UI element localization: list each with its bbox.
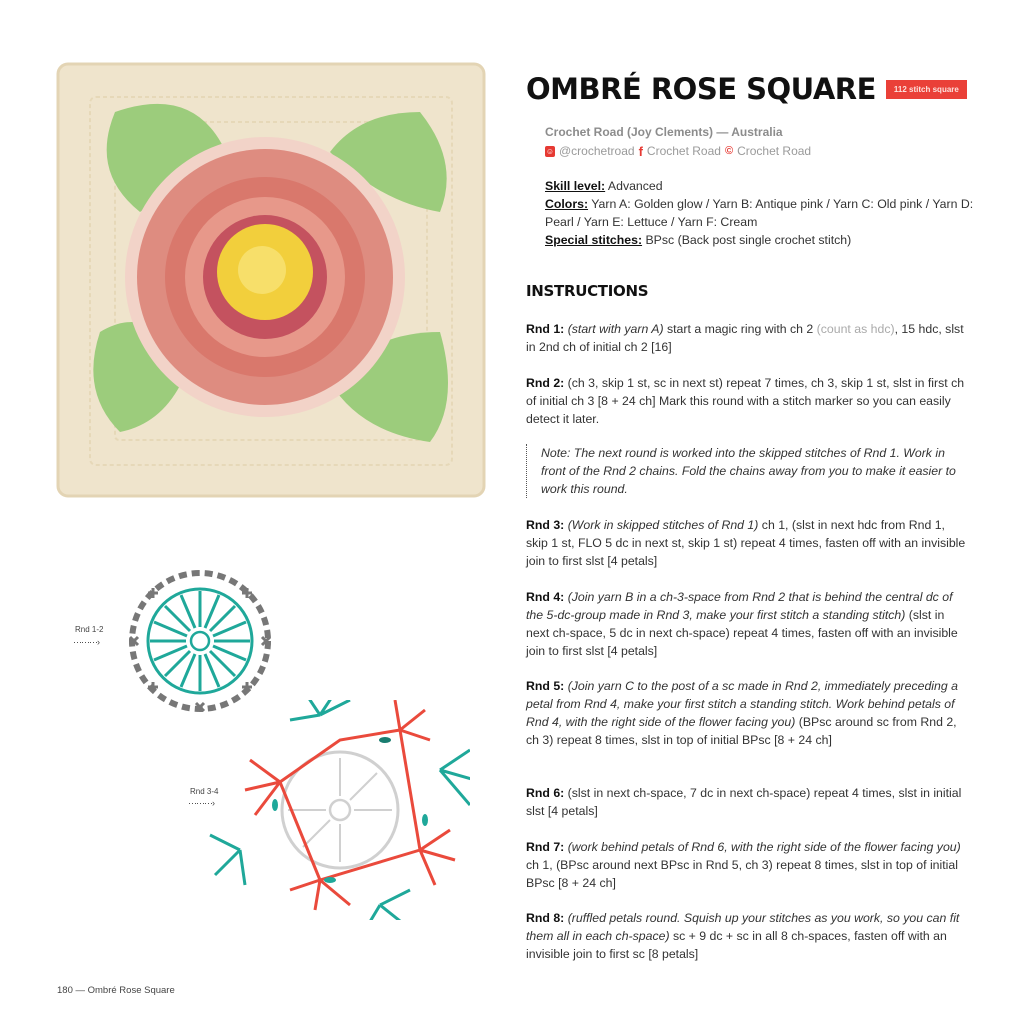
round-label: Rnd 6: [526, 786, 565, 800]
round-2 [526, 374, 966, 428]
round-label: Rnd 1: [526, 322, 565, 336]
round-3 [526, 516, 966, 570]
facebook-icon: f [638, 143, 643, 159]
pattern-meta [545, 177, 975, 249]
colors-value: Yarn A: Golden glow / Yarn B: Antique pink / Yarn C: Old pink / Yarn D: Pearl / Yarn E: Lettuce / Yarn F: Cream [545, 197, 974, 229]
stitch-count-badge: 112 stitch square [886, 80, 967, 99]
round-5 [526, 677, 966, 749]
note-box: Note: The next round is worked into the skipped stitches of Rnd 1. Work in front of the Rnd 2 chains. Fold the chains away from you to make it easier to work this round. [526, 444, 971, 498]
skill-value: Advanced [607, 179, 663, 193]
diagram-label-rnd-1-2: Rnd 1-2 [75, 625, 104, 634]
round-text: (slst in next ch-space, 5 dc in next ch-space) repeat 4 times, fasten off with an invisible join to first slst [4 petals] [526, 608, 958, 658]
round-italic: (Work in skipped stitches of Rnd 1) [567, 518, 759, 532]
round-text: (slst in next ch-space, 7 dc in next ch-space) repeat 4 times, slst in initial slst [4 petals] [526, 786, 962, 818]
ravelry-icon: © [724, 144, 734, 157]
round-italic: (Join yarn B in a ch-3-space from Rnd 2 that is behind the central dc of the 5-dc-group made in Rnd 3, make your first stitch a standing stitch) [526, 590, 953, 622]
round-italic: (start with yarn A) [567, 322, 664, 336]
round-6 [526, 784, 966, 820]
round-label: Rnd 7: [526, 840, 565, 854]
instagram-handle: @crochetroad [559, 144, 635, 158]
round-label: Rnd 2: [526, 376, 565, 390]
round-italic: (ruffled petals round. Squish up your stitches as you work, so you can fit them all in each ch-space) [526, 911, 960, 943]
instructions-heading: INSTRUCTIONS [526, 282, 649, 300]
round-text: ch 1, (slst in next hdc from Rnd 1, skip 1 st, FLO 5 dc in next st, skip 1 st) repeat 4 times, fasten off with an invisible join to first slst [4 petals] [526, 518, 966, 568]
special-stitches-label: Special stitches: [545, 233, 643, 247]
social-links [545, 144, 811, 158]
round-label: Rnd 4: [526, 590, 565, 604]
facebook-handle: Crochet Road [646, 144, 721, 158]
round-7 [526, 838, 966, 892]
round-text: (ch 3, skip 1 st, sc in next st) repeat 7 times, ch 3, skip 1 st, slst in first ch of initial ch 3 [8 + 24 ch] Mark this round with a stitch marker so you can easily detect it later. [526, 376, 965, 426]
round-text: (BPsc around sc from Rnd 2, ch 3) repeat 8 times, slst in top of initial BPsc [8 + 24 ch] [526, 715, 957, 747]
skill-label: Skill level: [545, 179, 606, 193]
arrow-icon: ⋯⋯⋯› [73, 637, 99, 647]
designer-credit: Crochet Road (Joy Clements) — Australia [545, 125, 783, 139]
page-footer: 180 — Ombré Rose Square [57, 985, 175, 996]
arrow-icon: ⋯⋯⋯› [188, 798, 214, 808]
round-label: Rnd 5: [526, 679, 565, 693]
instagram-icon: ☺ [545, 146, 555, 156]
round-4 [526, 588, 966, 660]
round-text: start a magic ring with ch 2 [663, 322, 817, 336]
round-text: ch 1, (BPsc around next BPsc in Rnd 5, ch 3) repeat 8 times, slst in top of initial BPsc [8 + 24 ch] [526, 858, 958, 890]
round-1 [526, 320, 966, 356]
diagram-label-rnd-3-4: Rnd 3-4 [190, 787, 219, 796]
round-text: sc + 9 dc + sc in all 8 ch-spaces, fasten off with an invisible join to first sc [8 petals] [526, 929, 947, 961]
page-title: OMBRÉ ROSE SQUARE [526, 72, 876, 106]
square-photo [20, 32, 518, 516]
round-muted: (count as hdc) [816, 322, 895, 336]
colors-label: Colors: [545, 197, 589, 211]
title-row [526, 72, 967, 106]
stitch-diagram-rnd-3-4 [180, 700, 470, 920]
special-stitches-value: BPsc (Back post single crochet stitch) [645, 233, 852, 247]
round-label: Rnd 8: [526, 911, 565, 925]
round-text-after: , 15 hdc, slst in 2nd ch of initial ch 2 [16] [526, 322, 964, 354]
round-label: Rnd 3: [526, 518, 565, 532]
ravelry-handle: Crochet Road [737, 144, 812, 158]
round-italic: (Join yarn C to the post of a sc made in Rnd 2, immediately preceding a petal from Rnd 4, make your first stitch a standing stitch. Work behind petals of Rnd 4, with the right side of the flower facing you) [526, 679, 958, 729]
round-8 [526, 909, 966, 963]
stitch-diagram-rnd-1-2 [60, 565, 300, 720]
round-italic: (work behind petals of Rnd 6, with the right side of the flower facing you) [567, 840, 961, 854]
